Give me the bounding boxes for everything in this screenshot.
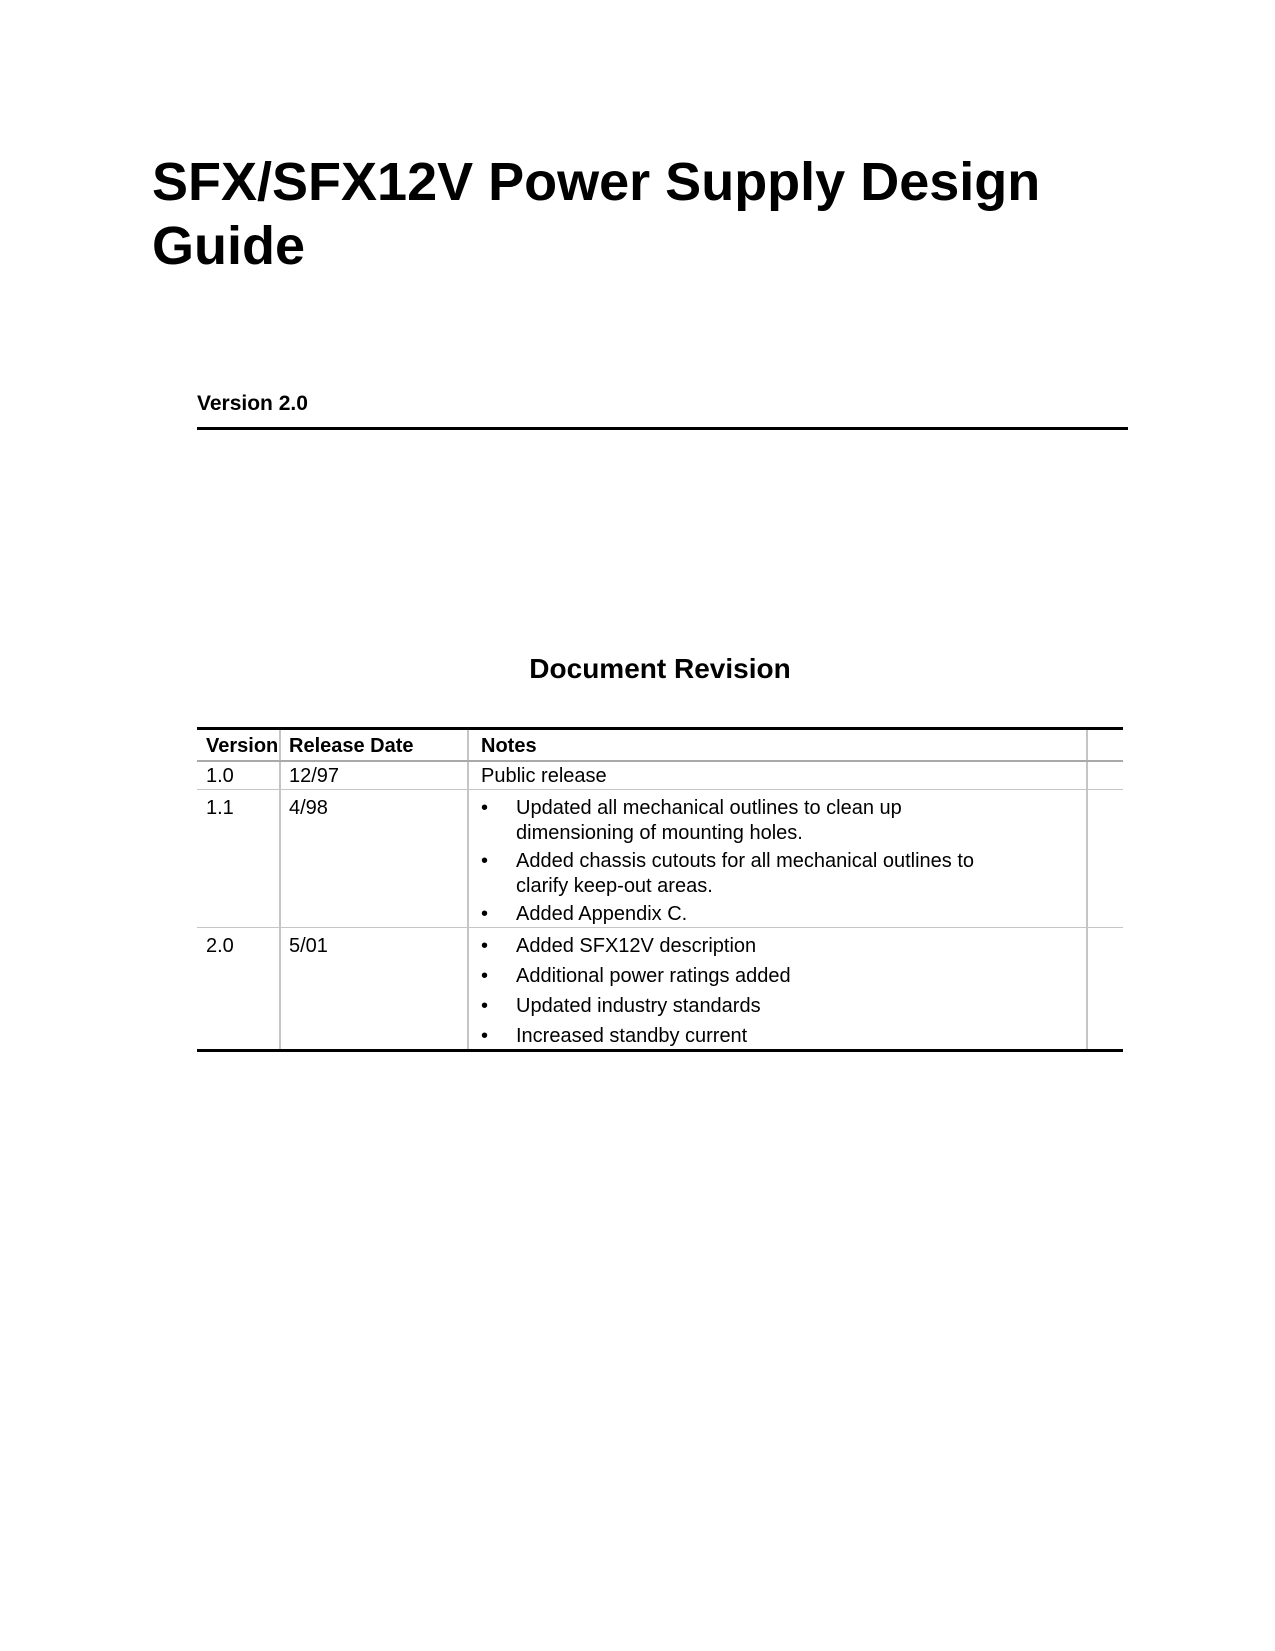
bullet-item: • Additional power ratings added bbox=[481, 963, 1006, 989]
version-label: Version 2.0 bbox=[197, 392, 308, 415]
note-text: Public release bbox=[481, 764, 607, 787]
cell-spacer bbox=[1087, 928, 1123, 1051]
cell-version: 2.0 bbox=[197, 928, 280, 1051]
cell-release-date: 5/01 bbox=[280, 928, 468, 1051]
column-header-spacer bbox=[1087, 729, 1123, 761]
cell-notes bbox=[468, 790, 1087, 928]
revision-table bbox=[197, 727, 1123, 1052]
bullet-item: • Updated all mechanical outlines to clean up dimensioning of mounting holes. bbox=[481, 796, 1006, 846]
document-title: SFX/SFX12V Power Supply Design Guide bbox=[152, 152, 1041, 276]
notes-bullet-list bbox=[481, 933, 1006, 1049]
notes-bullet-list bbox=[481, 796, 1006, 927]
column-header-version: Version bbox=[197, 729, 280, 761]
column-header-notes: Notes bbox=[468, 729, 1087, 761]
column-header-release-date: Release Date bbox=[280, 729, 468, 761]
bullet-item: • Added SFX12V description bbox=[481, 933, 1006, 959]
cell-version: 1.1 bbox=[197, 790, 280, 928]
table-row-version-1-1 bbox=[197, 790, 1123, 928]
bullet-item: • Updated industry standards bbox=[481, 993, 1006, 1019]
section-heading-document-revision: Document Revision bbox=[529, 653, 791, 684]
bullet-item: • Added chassis cutouts for all mechanical outlines to clarify keep-out areas. bbox=[481, 849, 1006, 899]
cell-spacer bbox=[1087, 790, 1123, 928]
table-header-row bbox=[197, 729, 1123, 761]
version-block bbox=[197, 392, 1128, 430]
table-row-version-1-0 bbox=[197, 761, 1123, 790]
cell-spacer bbox=[1087, 761, 1123, 790]
table-row-version-2-0 bbox=[197, 928, 1123, 1051]
cell-release-date: 12/97 bbox=[280, 761, 468, 790]
cell-release-date: 4/98 bbox=[280, 790, 468, 928]
cell-version: 1.0 bbox=[197, 761, 280, 790]
cell-notes bbox=[468, 928, 1087, 1051]
cell-notes bbox=[468, 761, 1087, 790]
bullet-item: • Added Appendix C. bbox=[481, 902, 1006, 927]
bullet-item: • Increased standby current bbox=[481, 1023, 1006, 1049]
